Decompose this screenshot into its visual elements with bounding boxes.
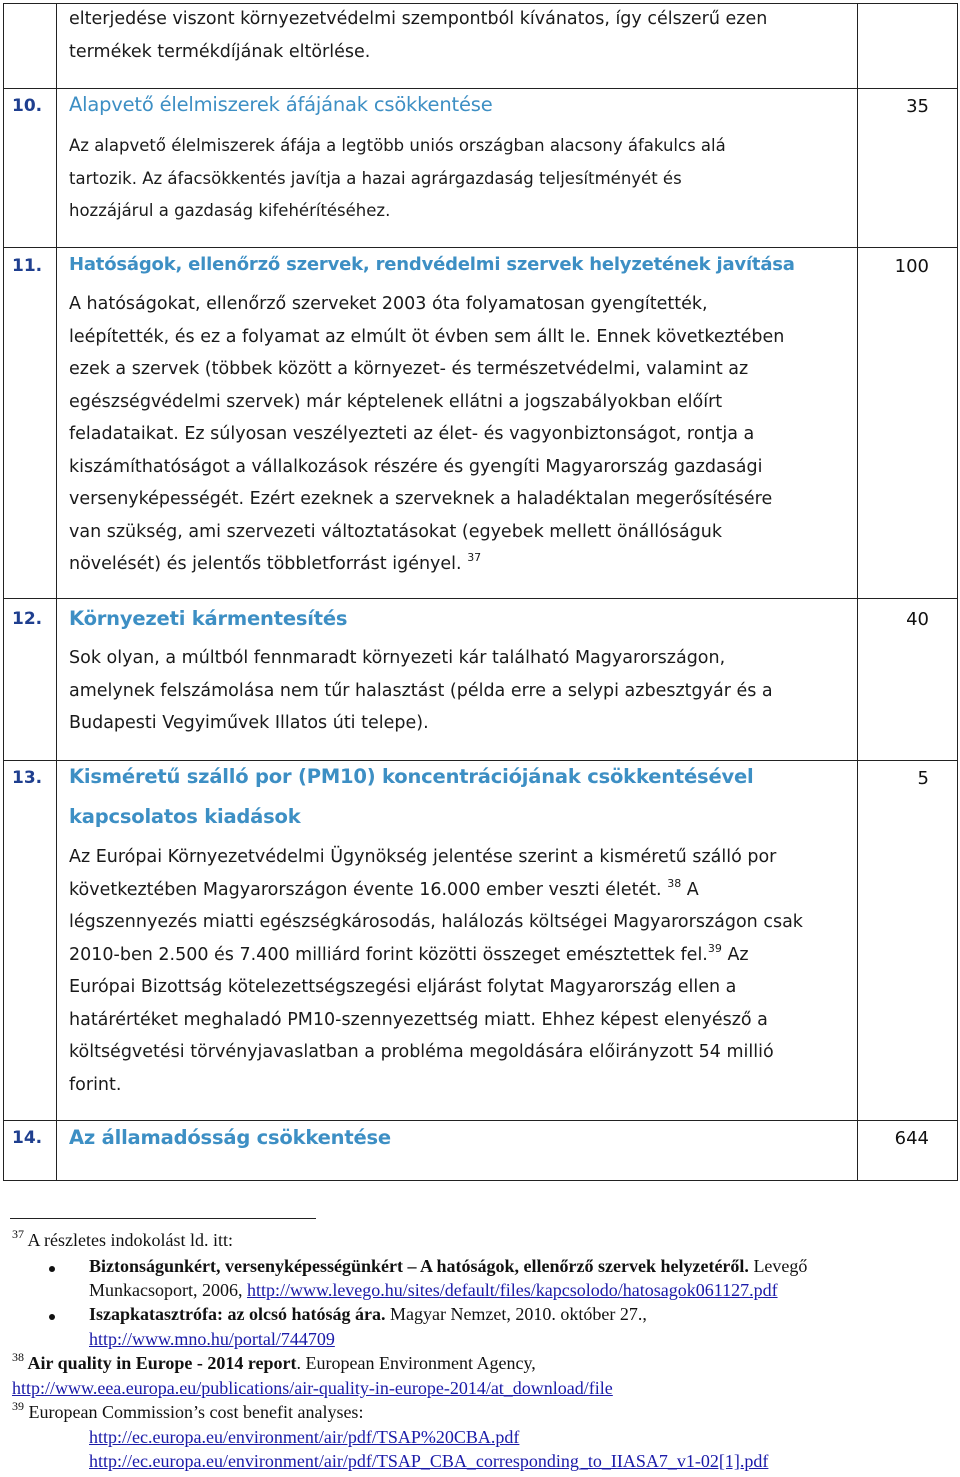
text-fragment: növelését) és jelentős többletforrást igényel.: [69, 554, 462, 574]
row-value: 35: [906, 96, 929, 117]
row-value: 644: [894, 1128, 929, 1149]
footnote-separator: [10, 1218, 316, 1219]
text-line: van szükség, ami szervezeti változtatásokat (egyebek mellett önállóságuk: [69, 521, 722, 542]
row-12-text: [69, 642, 849, 740]
text-line: amelynek felszámolása nem tűr halasztást (példa erre a selypi azbesztgyár és a: [69, 680, 773, 701]
row-divider: [3, 598, 958, 599]
text-line: termékek termékdíjának eltörlése.: [69, 41, 371, 62]
text-fragment: A: [681, 879, 699, 900]
row-number: 10.: [12, 96, 43, 116]
text-line: [69, 548, 849, 581]
text-line: határértéket meghaladó PM10-szennyezettség miatt. Ehhez képest elenyésző a: [69, 1009, 768, 1030]
source-link[interactable]: http://www.mno.hu/portal/744709: [89, 1329, 335, 1349]
column-divider: [56, 3, 57, 1181]
source-link[interactable]: http://www.levego.hu/sites/default/files/kapcsolodo/hatosagok061127.pdf: [246, 1280, 778, 1300]
text-line: kiszámíthatóságot a vállalkozások részére és gyengíti Magyarország gazdasági: [69, 456, 763, 477]
row-title: Az államadósság csökkentése: [69, 1126, 391, 1149]
footnote-37-item-1-line-2: [89, 1280, 778, 1301]
row-10-text: [69, 130, 849, 228]
footnote-38: [12, 1350, 536, 1374]
source-title: Biztonságunkért, versenyképességünkért – A hatóságok, ellenőrző szervek helyzetéről.: [89, 1256, 749, 1276]
source-text: Magyar Nemzet, 2010. október 27.,: [385, 1304, 647, 1324]
row-value: 5: [917, 768, 929, 789]
row-number: 14.: [12, 1128, 43, 1148]
text-line: A hatóságokat, ellenőrző szerveket 2003 óta folyamatosan gyengítették,: [69, 294, 708, 314]
row-number: 11.: [12, 256, 43, 276]
footnote-38-line-2: [12, 1378, 613, 1399]
row-divider: [3, 760, 958, 761]
text-line: tartozik. Az áfacsökkentés javítja a hazai agrárgazdaság teljesítményét és: [69, 168, 682, 188]
text-line: versenyképességét. Ezért ezeknek a szerveknek a haladéktalan megerősítésére: [69, 489, 773, 509]
footnote-37-item-2: [89, 1304, 647, 1325]
text-fragment: Az: [721, 944, 749, 965]
text-line: ezek a szervek (többek között a környezet- és természetvédelmi, valamint az: [69, 359, 749, 379]
text-fragment: következtében Magyarországon évente 16.000 ember veszti életét.: [69, 879, 662, 900]
row-title-continued: kapcsolatos kiadások: [69, 805, 301, 828]
footnote-mark: 37: [12, 1227, 24, 1241]
text-line: Az alapvető élelmiszerek áfája a legtöbb uniós országban alacsony áfakulcs alá: [69, 136, 726, 155]
footnote-mark: 39: [12, 1399, 24, 1413]
footnote-mark: 38: [12, 1350, 24, 1364]
text-line: hozzájárul a gazdaság kifehérítéséhez.: [69, 201, 391, 220]
source-text: . European Environment Agency,: [296, 1353, 536, 1373]
row-divider: [3, 88, 958, 89]
text-line: Budapesti Vegyiművek Illatos úti telepe).: [69, 713, 429, 733]
row-value: 40: [906, 609, 929, 630]
source-link[interactable]: http://ec.europa.eu/environment/air/pdf/TSAP%20CBA.pdf: [89, 1427, 520, 1447]
row-13-text: [69, 841, 849, 1101]
footnote-ref[interactable]: 39: [707, 941, 722, 955]
bullet-icon: [49, 1266, 55, 1272]
footnote-37-item-2-line-2: [89, 1329, 335, 1350]
text-line: egészségvédelmi szervek) már képtelenek ellátni a jogszabályokban előírt: [69, 391, 723, 412]
text-line: leépítették, és ez a folyamat az elmúlt öt évben sem állt le. Ennek következtében: [69, 326, 785, 347]
source-title: Iszapkatasztrófa: az olcsó hatóság ára.: [89, 1304, 386, 1324]
row-number: 12.: [12, 609, 43, 629]
footnote-37: [12, 1227, 233, 1251]
text-line: [69, 939, 849, 972]
footnote-ref[interactable]: 38: [667, 876, 682, 890]
text-line: forint.: [69, 1074, 122, 1095]
footnote-ref[interactable]: 37: [467, 551, 482, 564]
row-divider: [3, 1120, 958, 1121]
footnote-39-link-1: [89, 1427, 519, 1448]
footnote-39: [12, 1399, 364, 1423]
text-line: légszennyezés miatti egészségkárosodás, halálozás költségei Magyarországon csak: [69, 912, 803, 932]
source-text: Munkacsoport, 2006,: [89, 1280, 247, 1300]
bullet-icon: [49, 1314, 55, 1320]
text-line: feladataikat. Ez súlyosan veszélyezteti az élet- és vagyonbiztonságot, rontja a: [69, 424, 755, 444]
text-line: [69, 874, 849, 907]
source-link[interactable]: http://www.eea.europa.eu/publications/air-quality-in-europe-2014/at_download/file: [12, 1378, 613, 1398]
source-title: Air quality in Europe - 2014 report: [24, 1353, 297, 1373]
row-title: Környezeti kármentesítés: [69, 607, 348, 630]
footnote-text: European Commission’s cost benefit analyses:: [24, 1402, 364, 1422]
text-line: Sok olyan, a múltból fennmaradt környezeti kár található Magyarországon,: [69, 648, 726, 668]
footnote-39-link-2: [89, 1451, 768, 1472]
column-divider: [857, 3, 858, 1181]
text-line: elterjedése viszont környezetvédelmi szempontból kívánatos, így célszerű ezen: [69, 9, 768, 29]
row-number: 13.: [12, 768, 43, 788]
row-9-text: [69, 3, 849, 68]
source-text: Levegő: [748, 1256, 808, 1276]
footnote-37-item-1: [89, 1256, 807, 1277]
text-line: Az Európai Környezetvédelmi Ügynökség jelentése szerint a kisméretű szálló por: [69, 847, 777, 867]
row-title: Alapvető élelmiszerek áfájának csökkentése: [69, 93, 493, 116]
footnote-text: A részletes indokolást ld. itt:: [24, 1230, 233, 1250]
row-11-text: [69, 288, 849, 581]
row-divider: [3, 247, 958, 248]
row-title: Kisméretű szálló por (PM10) koncentrációjának csökkentésével: [69, 765, 754, 788]
text-line: költségvetési törvényjavaslatban a probléma megoldására előirányzott 54 millió: [69, 1042, 774, 1062]
text-fragment: 2010-ben 2.500 és 7.400 milliárd forint közötti összeget emésztettek fel.: [69, 944, 708, 965]
row-title: Hatóságok, ellenőrző szervek, rendvédelmi szervek helyzetének javítása: [69, 254, 795, 275]
row-value: 100: [894, 256, 929, 277]
text-line: Európai Bizottság kötelezettségszegési eljárást folytat Magyarország ellen a: [69, 977, 737, 997]
source-link[interactable]: http://ec.europa.eu/environment/air/pdf/TSAP_CBA_corresponding_to_IIASA7_v1-02[1].pdf: [89, 1451, 769, 1471]
